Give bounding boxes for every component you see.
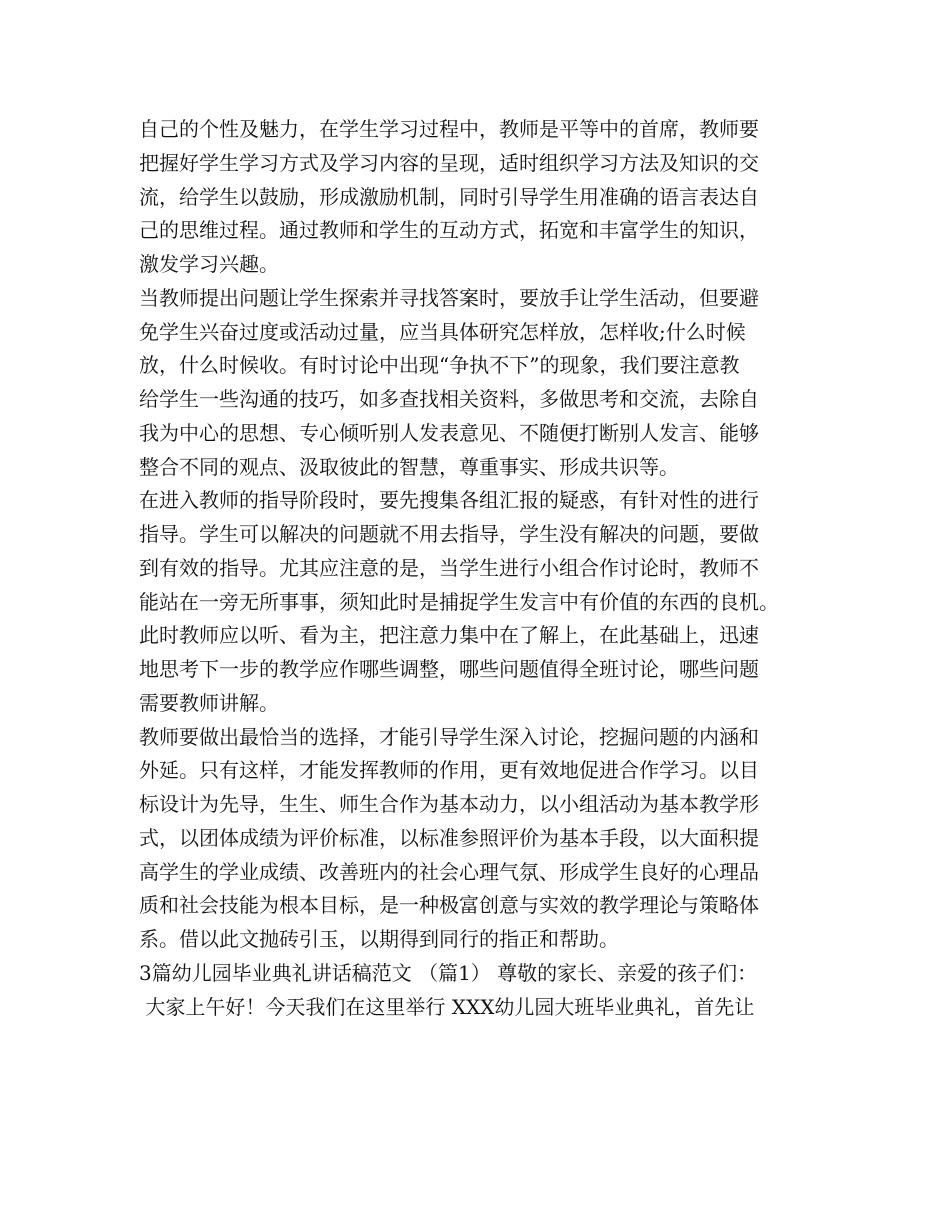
text-line: 地思考下一步的教学应作哪些调整，哪些问题值得全班讨论，哪些问题 bbox=[139, 657, 759, 681]
text-line: 系。借以此文抛砖引玉，以期得到同行的指正和帮助。 bbox=[139, 927, 619, 951]
text-line: 整合不同的观点、汲取彼此的智慧，尊重事实、形成共识等。 bbox=[139, 454, 679, 479]
text-line: 需要教师讲解。 bbox=[139, 690, 279, 715]
text-line: 外延。只有这样，才能发挥教师的作用，更有效地促进合作学习。以目 bbox=[139, 758, 759, 783]
text-line: 流，给学生以鼓励，形成激励机制，同时引导学生用准确的语言表达自 bbox=[139, 184, 759, 209]
text-line: 质和社会技能为根本目标，是一种极富创意与实效的教学理论与策略体 bbox=[139, 893, 759, 918]
text-line: 到有效的指导。尤其应注意的是，当学生进行小组合作讨论时，教师不 bbox=[139, 555, 759, 580]
text-line: 能站在一旁无所事事，须知此时是捕捉学生发言中有价值的东西的良机。 bbox=[139, 589, 779, 614]
text-line: 免学生兴奋过度或活动过量，应当具体研究怎样放，怎样收;什么时候 bbox=[139, 319, 746, 344]
text-line: 我为中心的思想、专心倾听别人发表意见、不随便打断别人发言、能够 bbox=[139, 420, 759, 445]
text-line: 指导。学生可以解决的问题就不用去指导，学生没有解决的问题，要做 bbox=[139, 522, 759, 546]
text-line: 式，以团体成绩为评价标准，以标准参照评价为基本手段，以大面积提 bbox=[139, 825, 759, 850]
text-line: 放，什么时候收。有时讨论中出现“争执不下”的现象，我们要注意教 bbox=[139, 353, 740, 378]
text-line: 高学生的学业成绩、改善班内的社会心理气氛、形成学生良好的心理品 bbox=[139, 859, 759, 884]
text-line: 此时教师应以听、看为主，把注意力集中在了解上，在此基础上，迅速 bbox=[139, 623, 759, 648]
section-heading-line: 3篇幼儿园毕业典礼讲话稿范文 （篇1） 尊敬的家长、亲爱的孩子们： bbox=[139, 960, 758, 985]
text-line: 激发学习兴趣。 bbox=[139, 252, 279, 276]
text-line: 大家上午好！今天我们在这里举行 XXX幼儿园大班毕业典礼，首先让 bbox=[139, 994, 755, 1019]
text-line: 把握好学生学习方式及学习内容的呈现，适时组织学习方法及知识的交 bbox=[139, 150, 759, 175]
text-line: 标设计为先导，生生、师生合作为基本动力，以小组活动为基本教学形 bbox=[139, 792, 759, 816]
body-text bbox=[139, 113, 819, 1024]
text-line: 在进入教师的指导阶段时，要先搜集各组汇报的疑惑，有针对性的进行 bbox=[139, 488, 759, 513]
text-line: 自己的个性及魅力，在学生学习过程中，教师是平等中的首席，教师要 bbox=[139, 117, 759, 141]
text-line: 当教师提出问题让学生探索并寻找答案时，要放手让学生活动，但要避 bbox=[139, 285, 759, 310]
text-line: 己的思维过程。通过教师和学生的互动方式，拓宽和丰富学生的知识， bbox=[139, 218, 759, 243]
text-line: 给学生一些沟通的技巧，如多查找相关资料，多做思考和交流，去除自 bbox=[139, 387, 759, 411]
text-line: 教师要做出最恰当的选择，才能引导学生深入讨论，挖掘问题的内涵和 bbox=[139, 724, 759, 749]
